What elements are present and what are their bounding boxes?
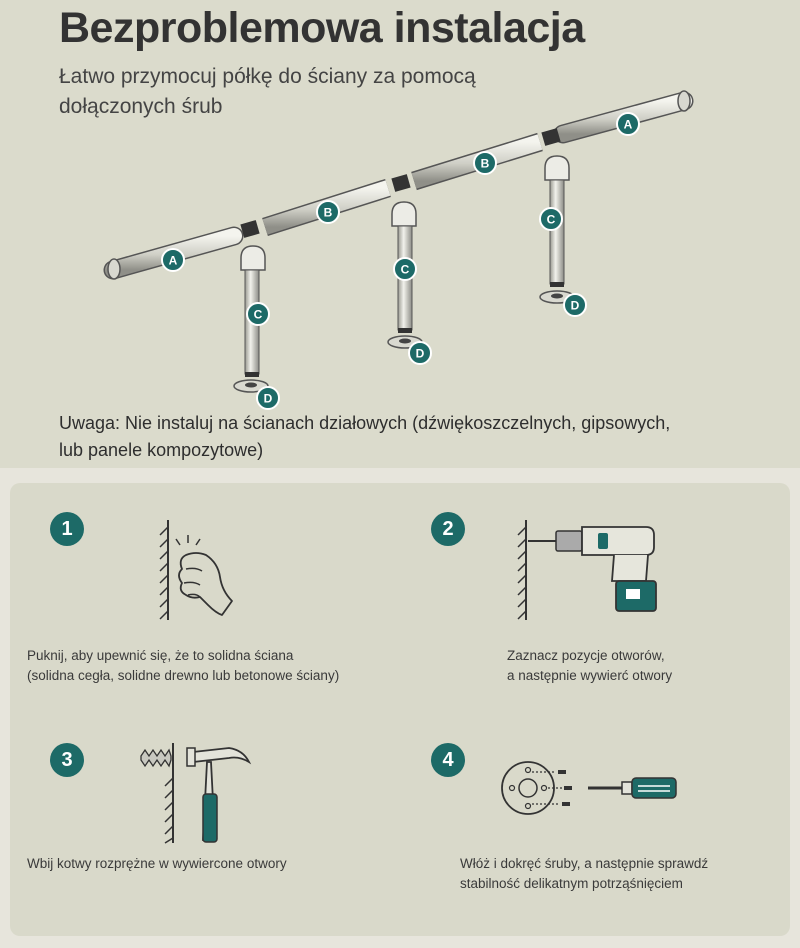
svg-text:D: D bbox=[415, 346, 425, 361]
svg-text:B: B bbox=[480, 156, 490, 171]
step-1-number: 1 bbox=[50, 512, 84, 546]
drill-icon bbox=[516, 515, 666, 625]
label-c-1 bbox=[247, 303, 269, 325]
screwdriver-flange-icon bbox=[498, 760, 688, 820]
label-d-2 bbox=[409, 342, 431, 364]
label-b-left bbox=[317, 201, 339, 223]
step-2-text bbox=[507, 646, 777, 686]
step-4-number: 4 bbox=[431, 743, 465, 777]
svg-text:C: C bbox=[546, 212, 556, 227]
label-d-3 bbox=[564, 294, 586, 316]
pipe-assembly-diagram bbox=[0, 0, 800, 420]
leg-pipe-c-3 bbox=[550, 180, 564, 284]
fist-knock-wall-icon bbox=[150, 515, 250, 625]
label-d-1 bbox=[257, 387, 279, 409]
hammer-anchor-icon bbox=[135, 738, 255, 848]
end-cap-left bbox=[108, 259, 120, 279]
label-a-left bbox=[162, 249, 184, 271]
svg-text:C: C bbox=[400, 262, 410, 277]
svg-text:D: D bbox=[570, 298, 580, 313]
label-b-right bbox=[474, 152, 496, 174]
step-3-number: 3 bbox=[50, 743, 84, 777]
svg-text:A: A bbox=[623, 117, 633, 132]
step-1-text-line2: (solidna cegła, solidne drewno lub betonowe ściany) bbox=[27, 668, 340, 683]
step-2-text-line2: a następnie wywierć otwory bbox=[507, 668, 673, 683]
step-1-text bbox=[27, 646, 407, 686]
end-cap-right bbox=[678, 91, 690, 111]
page-subtitle: Łatwo przymocuj półkę do ściany za pomocą dołączonych śrub bbox=[59, 65, 476, 118]
label-c-3 bbox=[540, 208, 562, 230]
svg-text:D: D bbox=[263, 391, 273, 406]
svg-text:A: A bbox=[168, 253, 178, 268]
svg-text:B: B bbox=[323, 205, 333, 220]
svg-text:C: C bbox=[253, 307, 263, 322]
step-3-text-line1: Wbij kotwy rozprężne w wywiercone otwory bbox=[27, 856, 287, 871]
step-4-text bbox=[460, 854, 780, 894]
step-4-text-line1: Włóż i dokręć śruby, a następnie sprawdź bbox=[460, 856, 709, 871]
label-a-right bbox=[617, 113, 639, 135]
step-2-number: 2 bbox=[431, 512, 465, 546]
step-4-text-line2: stabilność delikatnym potrząśnięciem bbox=[460, 876, 683, 891]
step-2-text-line1: Zaznacz pozycje otworów, bbox=[507, 648, 665, 663]
page-title: Bezproblemowa instalacja bbox=[59, 4, 585, 52]
installation-warning: Uwaga: Nie instaluj na ścianach działowych (dźwiękoszczelnych, gipsowych, lub panele kompozytowe) bbox=[59, 413, 671, 460]
step-1-text-line1: Puknij, aby upewnić się, że to solidna ściana bbox=[27, 648, 294, 663]
step-3-text bbox=[27, 854, 407, 874]
label-c-2 bbox=[394, 258, 416, 280]
